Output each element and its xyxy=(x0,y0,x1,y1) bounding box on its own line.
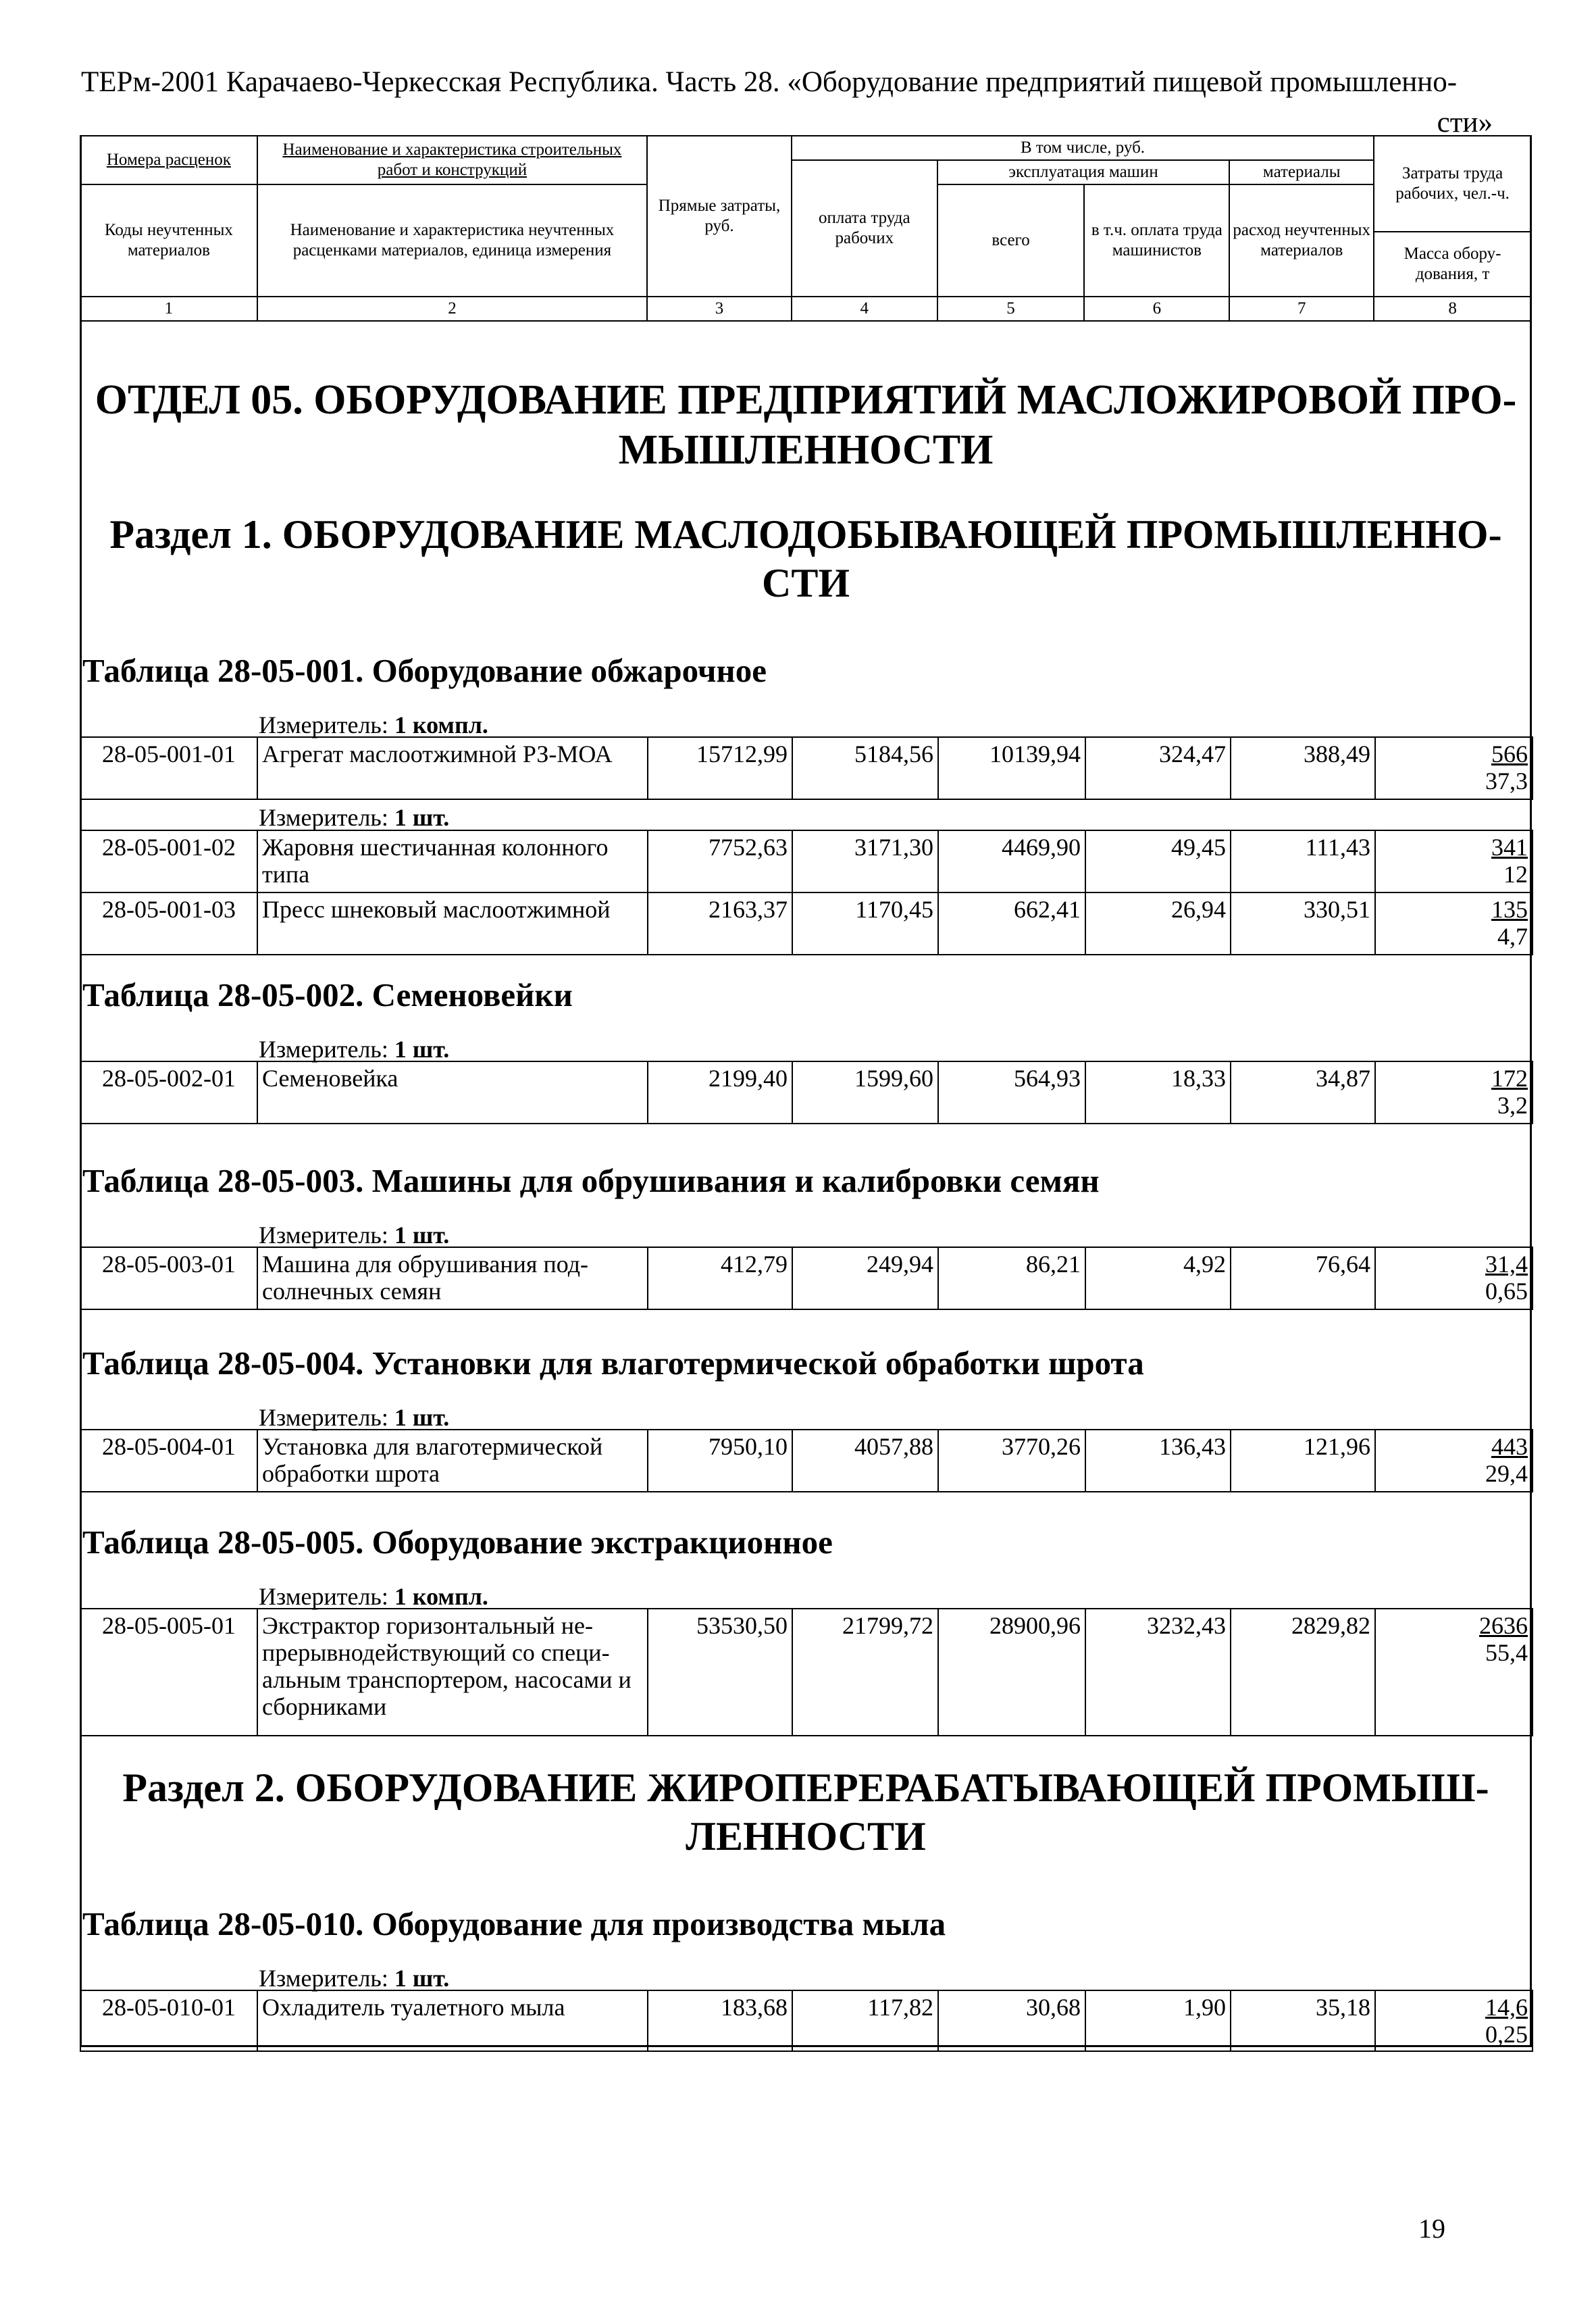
direct-costs: 412,79 xyxy=(648,1247,792,1309)
table-title: Таблица 28-05-010. Оборудование для производства мыла xyxy=(82,1905,946,1942)
table-title: Таблица 28-05-003. Машины для обрушивания и калибровки семян xyxy=(82,1162,1100,1199)
header-direct-costs: Прямые затраты, руб. xyxy=(647,136,792,297)
machinist-pay: 1,90 xyxy=(1085,1990,1231,2051)
direct-costs: 183,68 xyxy=(648,1990,792,2051)
header-materials: материалы xyxy=(1229,160,1374,184)
header-labor-costs: Затраты труда рабочих, чел.-ч. xyxy=(1374,136,1531,232)
machinist-pay: 4,92 xyxy=(1085,1247,1231,1309)
machines-total: 10139,94 xyxy=(938,737,1085,799)
rate-name: Установка для влаготермической обработки шрота xyxy=(257,1430,648,1492)
table-row xyxy=(80,1429,1533,1492)
measure-unit: Измеритель: 1 шт. xyxy=(259,804,450,831)
header-machine-operation: эксплуатация машин xyxy=(937,160,1230,184)
table-row xyxy=(80,1061,1533,1124)
page-number: 19 xyxy=(1418,2213,1445,2244)
section-1-title: Раздел 1. ОБОРУДОВАНИЕ МАСЛОДОБЫВАЮЩЕЙ ПРОМЫШЛЕННО-СТИ xyxy=(109,512,1502,605)
header-material-codes: Коды неучтенных материалов xyxy=(80,184,257,297)
rate-code: 28-05-003-01 xyxy=(80,1247,257,1309)
measure-unit: Измеритель: 1 компл. xyxy=(259,1583,488,1610)
direct-costs: 53530,50 xyxy=(648,1609,792,1736)
col-num-2: 2 xyxy=(257,297,647,321)
labor-mass: 443 29,4 xyxy=(1375,1430,1533,1492)
section-2-title: Раздел 2. ОБОРУДОВАНИЕ ЖИРОПЕРЕРАБАТЫВАЮЩЕЙ ПРОМЫШ-ЛЕННОСТИ xyxy=(122,1765,1489,1859)
labor-pay: 1599,60 xyxy=(792,1061,938,1124)
labor-pay: 249,94 xyxy=(792,1247,938,1309)
col-num-4: 4 xyxy=(792,297,937,321)
header-work-name: Наименование и характеристика строительных работ и конструкций xyxy=(257,136,647,184)
rate-code: 28-05-001-01 xyxy=(80,737,257,799)
header-equipment-mass: Масса обору-дования, т xyxy=(1374,232,1531,297)
machinist-pay: 49,45 xyxy=(1085,830,1231,892)
labor-pay: 3171,30 xyxy=(792,830,938,892)
measure-unit: Измеритель: 1 компл. xyxy=(259,711,488,738)
labor-mass: 2636 55,4 xyxy=(1375,1609,1533,1736)
labor-pay: 1170,45 xyxy=(792,892,938,955)
measure-unit: Измеритель: 1 шт. xyxy=(259,1965,450,1992)
direct-costs: 2163,37 xyxy=(648,892,792,955)
rate-code: 28-05-002-01 xyxy=(80,1061,257,1124)
labor-pay: 117,82 xyxy=(792,1990,938,2051)
rate-code: 28-05-004-01 xyxy=(80,1430,257,1492)
labor-mass: 172 3,2 xyxy=(1375,1061,1533,1124)
materials-cost: 76,64 xyxy=(1231,1247,1375,1309)
labor-mass: 341 12 xyxy=(1375,830,1533,892)
labor-mass: 135 4,7 xyxy=(1375,892,1533,955)
machinist-pay: 18,33 xyxy=(1085,1061,1231,1124)
header-material-usage: расход неучтенных материалов xyxy=(1229,184,1374,297)
col-num-6: 6 xyxy=(1084,297,1229,321)
machinist-pay: 3232,43 xyxy=(1085,1609,1231,1736)
machinist-pay: 324,47 xyxy=(1085,737,1231,799)
rate-name: Пресс шнековый маслоотжимной xyxy=(257,892,648,955)
materials-cost: 34,87 xyxy=(1231,1061,1375,1124)
machines-total: 28900,96 xyxy=(938,1609,1085,1736)
rate-name: Семеновейка xyxy=(257,1061,648,1124)
table-row xyxy=(80,1608,1533,1736)
machines-total: 4469,90 xyxy=(938,830,1085,892)
direct-costs: 7752,63 xyxy=(648,830,792,892)
labor-pay: 4057,88 xyxy=(792,1430,938,1492)
department-title: ОТДЕЛ 05. ОБОРУДОВАНИЕ ПРЕДПРИЯТИЙ МАСЛОЖИРОВОЙ ПРО-МЫШЛЕННОСТИ xyxy=(95,377,1517,473)
rate-code: 28-05-001-02 xyxy=(80,830,257,892)
measure-unit: Измеритель: 1 шт. xyxy=(259,1404,450,1431)
rate-code: 28-05-010-01 xyxy=(80,1990,257,2051)
rate-name: Жаровня шестичанная колонного типа xyxy=(257,830,648,892)
document-header xyxy=(81,62,1493,143)
materials-cost: 121,96 xyxy=(1231,1430,1375,1492)
machines-total: 30,68 xyxy=(938,1990,1085,2051)
rate-name: Машина для обрушивания под-солнечных семян xyxy=(257,1247,648,1309)
header-line-1: ТЕРм-2001 Карачаево-Черкесская Республика. Часть 28. «Оборудование предприятий пищевой промышленно- xyxy=(81,66,1458,98)
machinist-pay: 26,94 xyxy=(1085,892,1231,955)
header-line-2: сти» xyxy=(1437,107,1493,139)
labor-mass: 31,4 0,65 xyxy=(1375,1247,1533,1309)
machines-total: 3770,26 xyxy=(938,1430,1085,1492)
table-title: Таблица 28-05-005. Оборудование экстракционное xyxy=(82,1524,833,1561)
table-row xyxy=(80,830,1533,955)
labor-pay: 21799,72 xyxy=(792,1609,938,1736)
table-row xyxy=(80,1247,1533,1310)
machines-total: 86,21 xyxy=(938,1247,1085,1309)
header-machines-total: всего xyxy=(937,184,1085,297)
machines-total: 662,41 xyxy=(938,892,1085,955)
direct-costs: 15712,99 xyxy=(648,737,792,799)
materials-cost: 388,49 xyxy=(1231,737,1375,799)
header-including: В том числе, руб. xyxy=(792,136,1374,160)
materials-cost: 2829,82 xyxy=(1231,1609,1375,1736)
header-rate-numbers: Номера расценок xyxy=(80,136,257,184)
machines-total: 564,93 xyxy=(938,1061,1085,1124)
rate-name: Агрегат маслоотжимной РЗ-МОА xyxy=(257,737,648,799)
rate-name: Охладитель туалетного мыла xyxy=(257,1990,648,2051)
header-machinist-pay: в т.ч. оплата труда машинистов xyxy=(1084,184,1229,297)
header-material-name: Наименование и характеристика неучтенных расценками материалов, единица измерения xyxy=(257,184,647,297)
materials-cost: 330,51 xyxy=(1231,892,1375,955)
table-title: Таблица 28-05-004. Установки для влаготермической обработки шрота xyxy=(82,1344,1144,1382)
measure-unit: Измеритель: 1 шт. xyxy=(259,1036,450,1063)
col-num-1: 1 xyxy=(80,297,257,321)
col-num-8: 8 xyxy=(1374,297,1531,321)
table-row xyxy=(80,1990,1533,2052)
machinist-pay: 136,43 xyxy=(1085,1430,1231,1492)
table-row xyxy=(80,736,1533,800)
direct-costs: 2199,40 xyxy=(648,1061,792,1124)
table-title: Таблица 28-05-002. Семеновейки xyxy=(82,976,573,1013)
table-title: Таблица 28-05-001. Оборудование обжарочное xyxy=(82,652,767,689)
col-num-3: 3 xyxy=(647,297,792,321)
col-num-5: 5 xyxy=(937,297,1085,321)
measure-unit: Измеритель: 1 шт. xyxy=(259,1222,450,1249)
labor-pay: 5184,56 xyxy=(792,737,938,799)
rate-code: 28-05-001-03 xyxy=(80,892,257,955)
direct-costs: 7950,10 xyxy=(648,1430,792,1492)
materials-cost: 111,43 xyxy=(1231,830,1375,892)
col-num-7: 7 xyxy=(1229,297,1374,321)
labor-mass: 14,6 0,25 xyxy=(1375,1990,1533,2051)
labor-mass: 566 37,3 xyxy=(1375,737,1533,799)
rate-name: Экстрактор горизонтальный не-прерывнодействующий со специ-альным транспортером, насосами и сборниками xyxy=(257,1609,648,1736)
rate-code: 28-05-005-01 xyxy=(80,1609,257,1736)
header-labor-pay: оплата труда рабочих xyxy=(792,160,937,297)
materials-cost: 35,18 xyxy=(1231,1990,1375,2051)
column-header-table xyxy=(80,135,1532,322)
